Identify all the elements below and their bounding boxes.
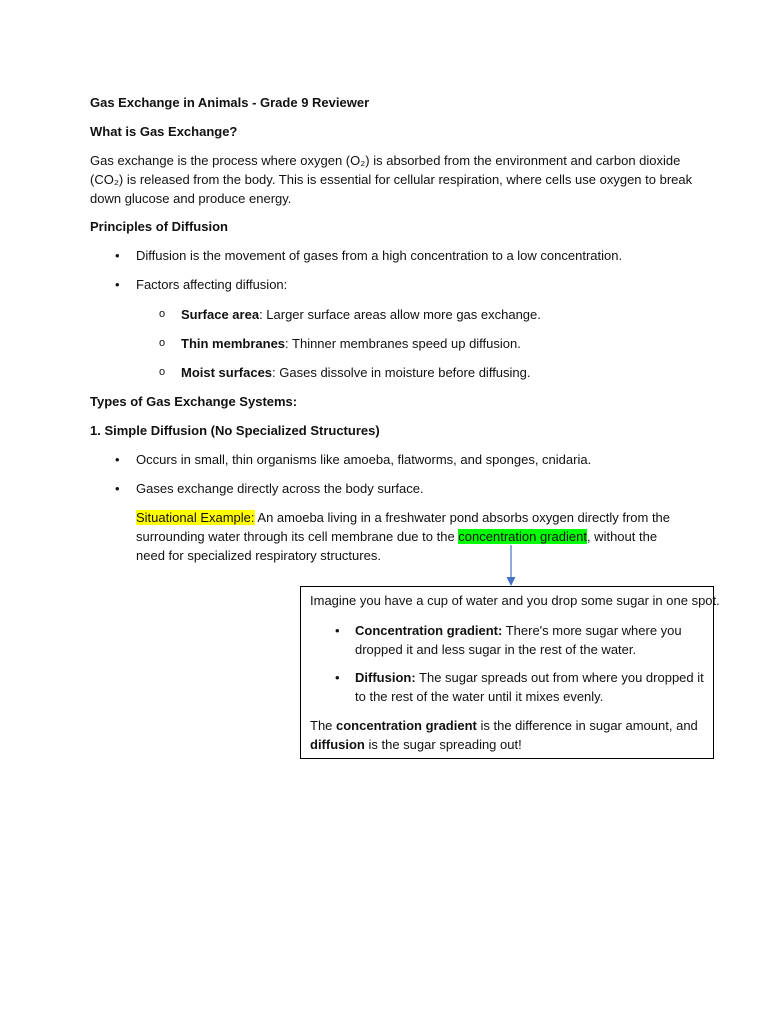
sub-bullet-marker: o [159, 308, 166, 320]
example-text: An amoeba living in a freshwater pond absorbs oxygen directly from the [254, 510, 671, 525]
example-line [136, 527, 657, 546]
list-item: Factors affecting diffusion: [136, 277, 288, 292]
callout-text: There's more sugar where you [502, 623, 682, 638]
list-item: Occurs in small, thin organisms like amoeba, flatworms, and sponges, cnidaria. [136, 452, 592, 467]
callout-summary-line [310, 716, 698, 735]
factor-term: Moist surfaces [181, 365, 273, 380]
bullet-marker: • [115, 277, 120, 292]
bullet-marker: • [335, 623, 340, 638]
bullet-marker: • [115, 452, 120, 467]
callout-text: is the sugar spreading out! [364, 737, 522, 752]
factor-desc: : Gases dissolve in moisture before diffusing. [272, 365, 531, 380]
heading-types-of-gas-exchange: Types of Gas Exchange Systems: [90, 394, 298, 409]
list-item: Gases exchange directly across the body surface. [136, 481, 424, 496]
heading-what-is-gas-exchange: What is Gas Exchange? [90, 124, 238, 139]
factor-desc: : Thinner membranes speed up diffusion. [285, 336, 521, 351]
paragraph-line: (CO₂) is released from the body. This is essential for cellular respiration, where cells use oxygen to break [90, 172, 693, 187]
document-title: Gas Exchange in Animals - Grade 9 Reviewer [90, 95, 370, 110]
callout-summary-line [310, 735, 522, 754]
down-arrow-icon [505, 545, 517, 587]
sub-bullet-marker: o [159, 366, 166, 378]
callout-term: Concentration gradient: [355, 623, 503, 638]
callout-term: diffusion [310, 737, 365, 752]
callout-text: The [310, 718, 337, 733]
callout-box [300, 586, 720, 759]
paragraph-line: down glucose and produce energy. [90, 191, 292, 206]
example-line [136, 508, 670, 527]
callout-item-line [355, 621, 682, 640]
list-item: Diffusion is the movement of gases from a high concentration to a low concentration. [136, 248, 623, 263]
factor-desc: : Larger surface areas allow more gas exchange. [259, 307, 541, 322]
example-text: , without the [586, 529, 658, 544]
callout-text: is the difference in sugar amount, and [476, 718, 698, 733]
callout-term: concentration gradient [336, 718, 477, 733]
callout-term: Diffusion: [355, 670, 416, 685]
factor-term: Thin membranes [181, 336, 286, 351]
callout-item-line [355, 668, 704, 687]
callout-item-line: to the rest of the water until it mixes evenly. [355, 689, 604, 704]
example-text: surrounding water through its cell membrane due to the [136, 529, 459, 544]
example-label: Situational Example: [136, 510, 255, 525]
concentration-gradient-highlight: concentration gradient [458, 529, 587, 544]
list-item-factor [181, 363, 531, 382]
bullet-marker: • [115, 248, 120, 263]
example-line: need for specialized respiratory structures. [136, 548, 381, 563]
heading-simple-diffusion: 1. Simple Diffusion (No Specialized Structures) [90, 423, 380, 438]
callout-item-line: dropped it and less sugar in the rest of the water. [355, 642, 637, 657]
factor-term: Surface area [181, 307, 260, 322]
list-item-factor [181, 334, 521, 353]
bullet-marker: • [335, 670, 340, 685]
heading-principles-of-diffusion: Principles of Diffusion [90, 219, 228, 234]
paragraph-line: Gas exchange is the process where oxygen (O₂) is absorbed from the environment and carbon dioxide [90, 153, 681, 168]
bullet-marker: • [115, 481, 120, 496]
sub-bullet-marker: o [159, 337, 166, 349]
list-item-factor [181, 305, 541, 324]
callout-intro: Imagine you have a cup of water and you drop some sugar in one spot. [310, 593, 720, 608]
callout-text: The sugar spreads out from where you dropped it [415, 670, 704, 685]
